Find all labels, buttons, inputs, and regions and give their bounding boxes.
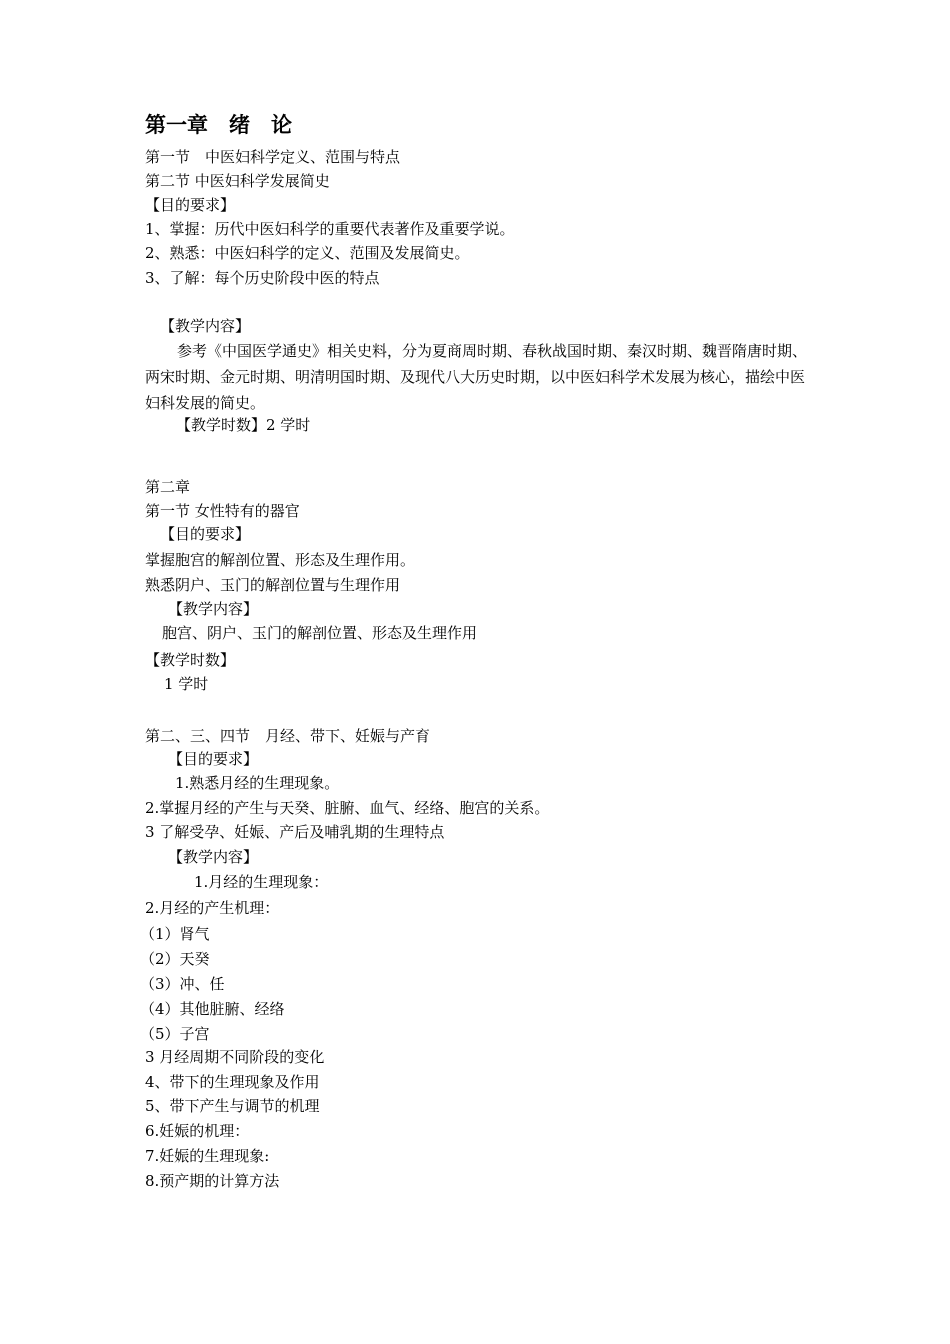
content-item: （4）其他脏腑、经络 [140,1000,285,1018]
content-item: 6.妊娠的机理： [145,1122,250,1140]
chapter2-section1: 第一节 女性特有的器官 [145,502,300,520]
chapter2-content: 胞宫、阴户、玉门的解剖位置、形态及生理作用 [162,624,478,642]
chapter2-requirement: 熟悉阴户、玉门的解剖位置与生理作用 [145,576,401,594]
content-item: 8.预产期的计算方法 [145,1172,280,1190]
chapter2-requirements-heading: 【目的要求】 [160,525,251,543]
chapter1-content-heading: 【教学内容】 [160,317,251,335]
chapter2-sections-2-4: 第二、三、四节 月经、带下、妊娠与产育 [145,727,431,745]
chapter1-requirement: 1、掌握：历代中医妇科学的重要代表著作及重要学说。 [145,220,515,238]
content-item: 1.月经的生理现象： [194,873,329,891]
content-item: 4、带下的生理现象及作用 [145,1073,320,1091]
chapter2-hours-heading: 【教学时数】 [145,651,236,669]
sections-requirement: 3 了解受孕、妊娠、产后及哺乳期的生理特点 [145,823,445,841]
chapter1-hours: 【教学时数】2 学时 [176,416,311,434]
chapter1-requirement: 3、了解：每个历史阶段中医的特点 [145,269,380,287]
sections-requirement: 2.掌握月经的产生与天癸、脏腑、血气、经络、胞宫的关系。 [145,799,550,817]
content-item: 5、带下产生与调节的机理 [145,1097,320,1115]
sections-content-heading: 【教学内容】 [168,848,259,866]
content-item: 7.妊娠的生理现象: [145,1147,270,1165]
content-item: （5）子宫 [140,1025,210,1043]
content-item: （1）肾气 [140,925,210,943]
chapter1-title: 第一章 绪 论 [145,113,292,137]
chapter1-section2: 第二节 中医妇科学发展简史 [145,172,330,190]
chapter1-requirements-heading: 【目的要求】 [145,196,236,214]
content-item: （2）天癸 [140,950,210,968]
chapter1-section1: 第一节 中医妇科学定义、范围与特点 [145,148,401,166]
chapter2-requirement: 掌握胞宫的解剖位置、形态及生理作用。 [145,551,416,569]
chapter2-title: 第二章 [145,478,191,496]
content-item: 3 月经周期不同阶段的变化 [145,1048,325,1066]
sections-requirement: 1.熟悉月经的生理现象。 [175,774,340,792]
chapter1-content-paragraph: 参考《中国医学通史》相关史料，分为夏商周时期、春秋战国时期、秦汉时期、魏晋隋唐时期、两宋时期、金元时期、明清明国时期、及现代八大历史时期，以中医妇科学术发展为核心，描绘中医妇科发展的简史。 [145,342,808,412]
chapter1-requirement: 2、熟悉：中医妇科学的定义、范围及发展简史。 [145,244,470,262]
content-item: （3）冲、任 [140,975,225,993]
chapter2-content-heading: 【教学内容】 [168,600,259,618]
content-item: 2.月经的产生机理： [145,899,280,917]
chapter2-hours: 1 学时 [164,675,209,693]
sections-requirements-heading: 【目的要求】 [168,750,259,768]
